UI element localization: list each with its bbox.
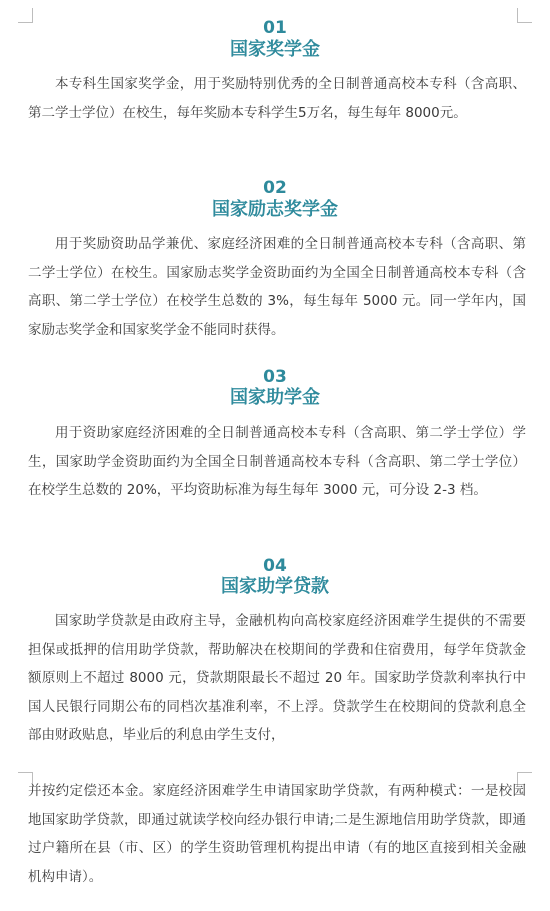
section-title: 国家助学贷款 [221,576,329,597]
section-paragraph: 国家助学贷款是由政府主导，金融机构向高校家庭经济困难学生提供的不需要担保或抵押的信用助学贷款，帮助解决在校期间的学费和住宿费用，每学年贷款金额原则上不超过 8000 元，贷款期限最长不超过 20 年。国家助学贷款利率执行中国人民银行同期公布的同档次基准利率，不上浮。贷款学生在校期间的贷款利息全部由财政贴息，毕业后的利息由学生支付， [28,613,526,743]
section-paragraph-continued: 并按约定偿还本金。家庭经济困难学生申请国家助学贷款，有两种模式：一是校园地国家助学贷款，即通过就读学校向经办银行申请;二是生源地信用助学贷款，即通过户籍所在县（市、区）的学生资助管理机构提出申请（有的地区直接到相关金融机构申请）。 [28,783,526,885]
section-number: 01 [263,18,287,38]
section-paragraph: 本专科生国家奖学金，用于奖励特别优秀的全日制普通高校本专科（含高职、第二学士学位）在校生，每年奖励本专科学生5万名，每生每年 8000元。 [28,76,526,121]
section-title: 国家励志奖学金 [212,199,338,220]
section-number: 04 [263,556,287,576]
section-title: 国家奖学金 [230,39,320,60]
section-number: 03 [263,367,287,387]
section-paragraph: 用于资助家庭经济困难的全日制普通高校本专科（含高职、第二学士学位）学生，国家助学金资助面约为全国全日制普通高校本专科（含高职、第二学士学位）在校学生总数的 20%，平均资助标准为每生每年 3000 元，可分设 2-3 档。 [28,425,526,498]
section-number: 02 [263,178,287,198]
section-paragraph: 用于奖励资助品学兼优、家庭经济困难的全日制普通高校本专科（含高职、第二学士学位）在校生。国家励志奖学金资助面约为全国全日制普通高校本专科（含高职、第二学士学位）在校学生总数的 3%，每生每年 5000 元。同一学年内，国家励志奖学金和国家奖学金不能同时获得。 [28,236,526,338]
section-title: 国家助学金 [230,387,320,408]
